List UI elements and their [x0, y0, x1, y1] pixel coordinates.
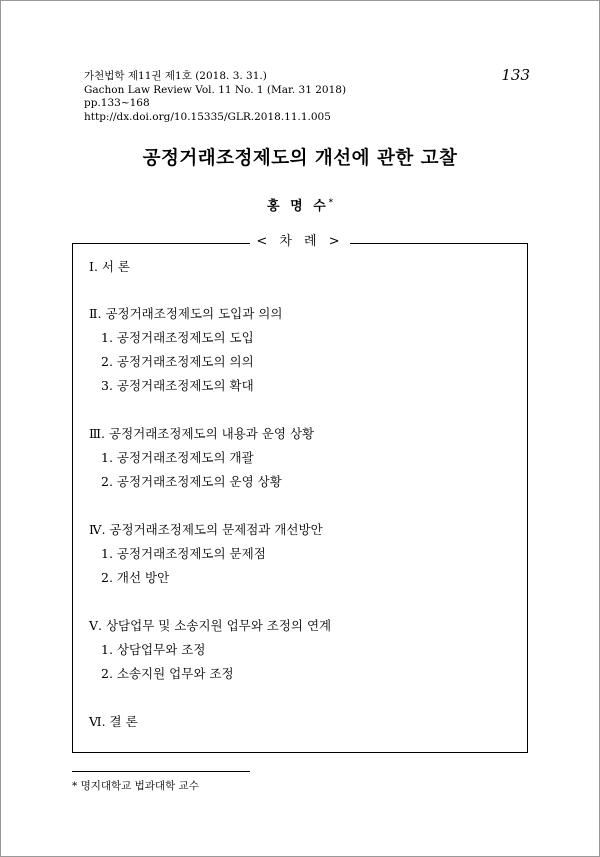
toc-item-4: Ⅳ. 공정거래조정제도의 문제점과 개선방안: [89, 522, 323, 537]
toc-item-4-2: 2. 개선 방안: [101, 570, 170, 585]
journal-title-en: Gachon Law Review Vol. 11 No. 1 (Mar. 31 2018): [84, 83, 347, 96]
toc-item-5: Ⅴ. 상담업무 및 소송지원 업무와 조정의 연계: [89, 618, 332, 633]
toc-header: < 차 례 >: [250, 232, 350, 252]
author: [0, 195, 600, 214]
toc-item-2-2: 2. 공정거래조정제도의 의의: [101, 354, 254, 369]
page-number: 133: [501, 66, 530, 84]
toc-item-3-2: 2. 공정거래조정제도의 운영 상황: [101, 474, 282, 489]
toc-item-5-2: 2. 소송지원 업무와 조정: [101, 666, 234, 681]
toc-item-1: Ⅰ. 서 론: [89, 259, 131, 274]
author-footnote-mark: *: [328, 196, 333, 207]
toc-item-2: Ⅱ. 공정거래조정제도의 도입과 의의: [89, 306, 283, 321]
page-range: pp.133~168: [84, 97, 150, 109]
toc-item-3: Ⅲ. 공정거래조정제도의 내용과 운영 상황: [89, 426, 315, 441]
journal-meta: [84, 70, 346, 124]
toc-item-3-1: 1. 공정거래조정제도의 개괄: [101, 450, 254, 465]
toc-item-6: Ⅵ. 결 론: [89, 714, 138, 729]
author-affiliation-footnote: * 명지대학교 법과대학 교수: [72, 780, 199, 792]
toc-item-2-3: 3. 공정거래조정제도의 확대: [101, 378, 254, 393]
journal-title-kr: 가천법학 제11권 제1호 (2018. 3. 31.): [84, 70, 267, 82]
paper-title: 공정거래조정제도의 개선에 관한 고찰: [142, 148, 458, 169]
toc-item-4-1: 1. 공정거래조정제도의 문제점: [101, 546, 266, 561]
doi-link[interactable]: http://dx.doi.org/10.15335/GLR.2018.11.1.005: [84, 110, 331, 123]
toc-item-2-1: 1. 공정거래조정제도의 도입: [101, 330, 254, 345]
toc-item-5-1: 1. 상담업무와 조정: [101, 642, 206, 657]
author-name: 홍 명 수: [267, 199, 329, 214]
footnote-divider: [72, 771, 250, 772]
